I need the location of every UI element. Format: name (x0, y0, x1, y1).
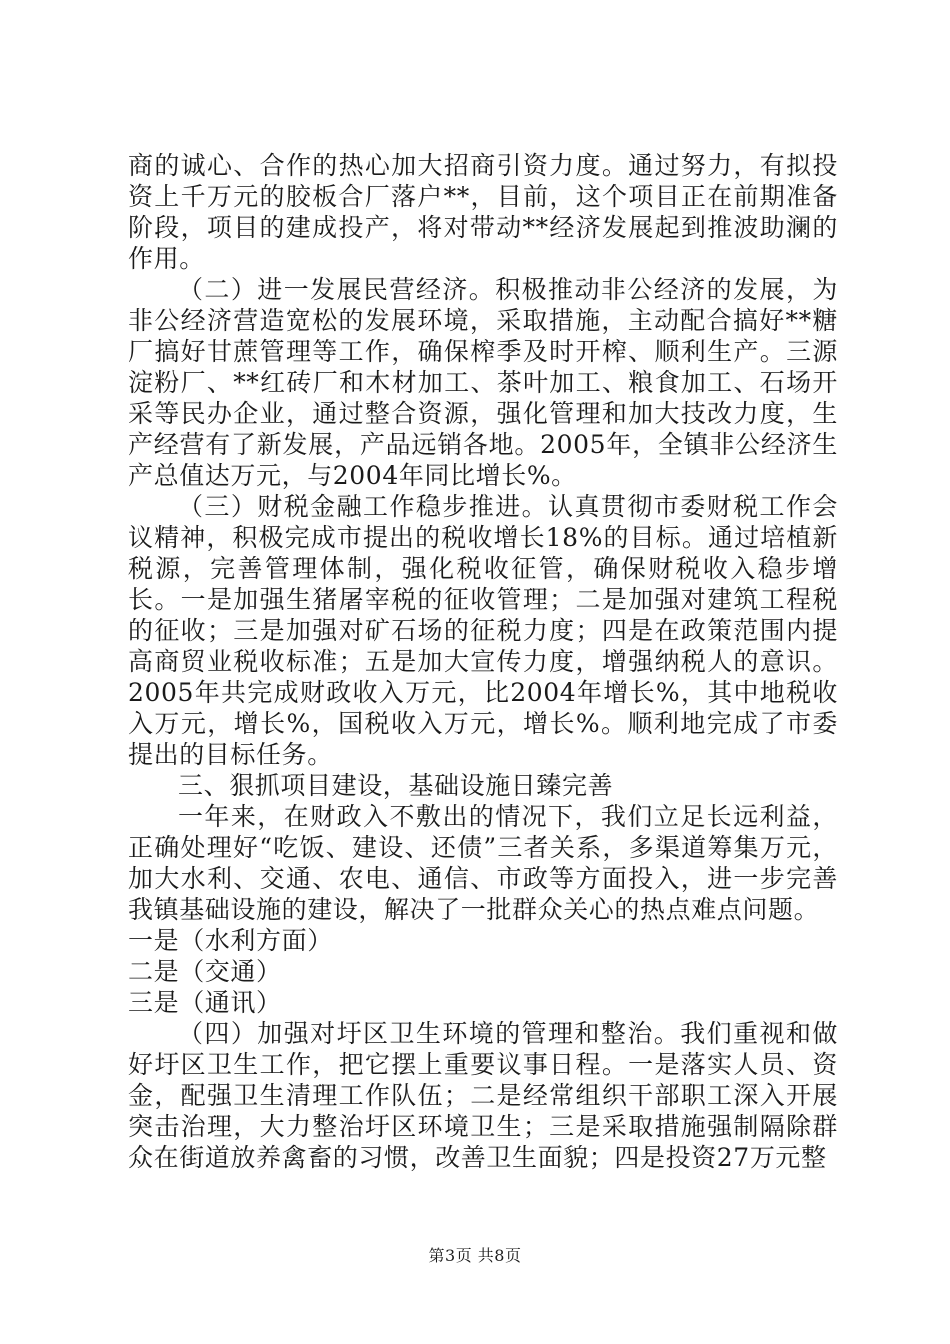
paragraph-finance-tax: （三）财税金融工作稳步推进。认真贯彻市委财税工作会议精神，积极完成市提出的税收增长18%的目标。通过培植新税源，完善管理体制，强化税收征管，确保财税收入稳步增长。一是加强生猪屠宰税的征收管理；二是加强对建筑工程税的征收；三是加强对矿石场的征税力度；四是在政策范围内提高商贸业税收标准；五是加大宣传力度，增强纳税人的意识。2005年共完成财政收入万元，比2004年增长%，其中地税收入万元，增长%，国税收入万元，增长%。顺利地完成了市委提出的目标任务。 (128, 492, 838, 769)
paragraph-infrastructure: 一年来，在财政入不敷出的情况下，我们立足长远利益，正确处理好“吃饭、建设、还债”三者关系，多渠道筹集万元，加大水利、交通、农电、通信、市政等方面投入，进一步完善我镇基础设施的建设，解决了一批群众关心的热点难点问题。 (128, 802, 838, 924)
paragraph-continuation: 商的诚心、合作的热心加大招商引资力度。通过努力，有拟投资上千万元的胶板合厂落户**，目前，这个项目正在前期准备阶段，项目的建成投产，将对带动**经济发展起到推波助澜的作用。 (128, 151, 838, 273)
page-number-footer: 第3页 共8页 (428, 1246, 522, 1265)
list-item-communication: 三是（通讯） (128, 988, 282, 1017)
paragraph-private-economy: （二）进一发展民营经济。积极推动非公经济的发展，为非公经济营造宽松的发展环境，采取措施，主动配合搞好**糖厂搞好甘蔗管理等工作，确保榨季及时开榨、顺利生产。三源淀粉厂、**红砖厂和木材加工、茶叶加工、粮食加工、石场开采等民办企业，通过整合资源，强化管理和加大技改力度，生产经营有了新发展，产品远销各地。2005年，全镇非公经济生产总值达万元，与2004年同比增长%。 (128, 275, 838, 490)
list-item-traffic: 二是（交通） (128, 957, 282, 986)
document-body (128, 150, 838, 1173)
section-heading-projects: 三、狠抓项目建设，基础设施日臻完善 (178, 771, 614, 800)
list-item-water: 一是（水利方面） (128, 926, 333, 955)
paragraph-sanitation: （四）加强对圩区卫生环境的管理和整治。我们重视和做好圩区卫生工作，把它摆上重要议事日程。一是落实人员、资金，配强卫生清理工作队伍；二是经常组织干部职工深入开展突击治理，大力整治圩区环境卫生；三是采取措施强制隔除群众在街道放养禽畜的习惯，改善卫生面貌；四是投资27万元整 (128, 1019, 838, 1172)
